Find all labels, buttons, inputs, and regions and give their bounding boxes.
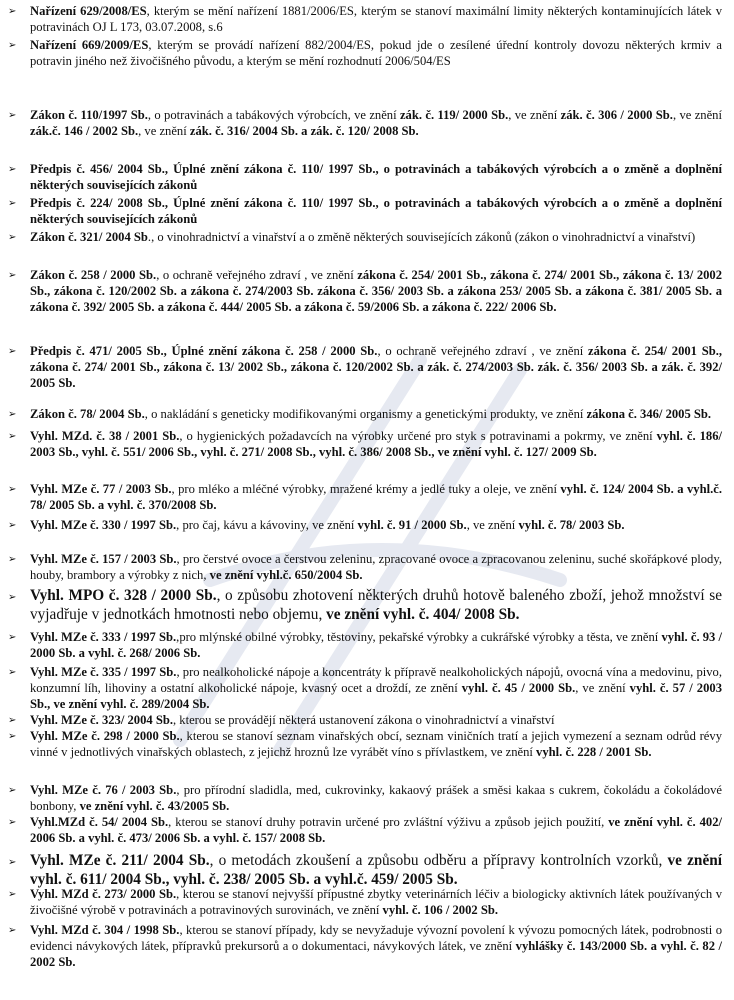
list-item xyxy=(8,196,722,228)
list-item-text xyxy=(30,630,722,662)
plain-text: , kterým se provádí nařízení 882/2004/ES, pokud jde o zesílené úřední kontroly dovozu některých krmiv a potravin jiného než živočišného původu, a kterým se mění rozhodnutí 2006/504/ES xyxy=(30,38,722,68)
list-item xyxy=(8,162,722,194)
bold-reference: Předpis č. 456/ 2004 Sb., Úplné znění zákona č. 110/ 1997 Sb., o potravinách a tabákových výrobcích a o změně a doplnění některých souvisejících zákonů xyxy=(30,162,722,192)
list-item-text xyxy=(30,429,722,461)
list-item xyxy=(8,518,722,534)
list-item-text xyxy=(30,482,722,514)
list-item xyxy=(8,923,722,970)
bold-reference: zákona č. 254/ 2001 Sb., zákona č. 274/ 2001 Sb., zákona č. 13/ 2002 Sb., zákona č. 120/2002 Sb. a zák. č. 274/2003 Sb. zák. č. 356/ 2003 Sb. a zák. č. 392/ 2005 Sb. xyxy=(30,344,722,390)
arrow-bullet-icon: ➢ xyxy=(8,592,17,603)
list-item-text xyxy=(30,815,722,847)
list-item-text xyxy=(30,586,722,624)
list-item-text xyxy=(30,4,722,36)
plain-text: , kterou se stanoví druhy potravin určené pro zvláštní výživu a způsob jejich použití, xyxy=(168,815,609,829)
list-item-text xyxy=(30,665,722,712)
arrow-bullet-icon: ➢ xyxy=(8,409,17,420)
list-item xyxy=(8,586,722,624)
plain-text: , o způsobu zhotovení některých druhů hotově baleného zboží, jehož množství se vyjadřuje v jednotkách hmotnosti nebo objemu, xyxy=(30,587,722,623)
bold-reference: ve znění vyhl. č. 402/ 2006 Sb. a vyhl. č. 473/ 2006 Sb. a vyhl. č. 157/ 2008 Sb. xyxy=(30,815,722,845)
list-item xyxy=(8,713,722,729)
plain-text: , kterou se stanoví nejvyšší přípustné zbytky veterinárních léčiv a biologicky aktivních látek používaných v živočišné výrobě v potravinách a potravinových surovinách, ve znění xyxy=(30,887,722,917)
bold-reference: Vyhl. MZe č. 77 / 2003 Sb. xyxy=(30,482,172,496)
bold-reference: zák.č. 146 / 2002 Sb. xyxy=(30,123,139,138)
plain-text: , ve znění xyxy=(575,680,630,695)
plain-text: , ve znění xyxy=(138,123,190,138)
list-item xyxy=(8,108,722,140)
bold-reference: Vyhl. MZe č. 323/ 2004 Sb. xyxy=(30,713,173,727)
arrow-bullet-icon: ➢ xyxy=(8,346,17,357)
list-item xyxy=(8,729,722,761)
list-item xyxy=(8,407,722,423)
list-item-text xyxy=(30,108,722,140)
arrow-bullet-icon: ➢ xyxy=(8,232,17,243)
bold-reference: Vyhl. MZe č. 335 / 1997 Sb. xyxy=(30,665,177,679)
arrow-bullet-icon: ➢ xyxy=(8,667,17,678)
bold-reference: Vyhl. MPO č. 328 / 2000 Sb. xyxy=(30,587,217,604)
list-item-text xyxy=(30,268,722,315)
list-item xyxy=(8,482,722,514)
list-item-text xyxy=(30,407,722,423)
plain-text: , kterým se mění nařízení 1881/2006/ES, kterým se stanoví maximální limity některých kontaminujících látek v potravinách OJ L 173, 03.07.2008, s.6 xyxy=(30,4,722,34)
bold-reference: vyhl. č. 124/ 2004 Sb. a vyhl.č. 78/ 2005 Sb. a vyhl. č. 370/2008 Sb. xyxy=(30,482,722,512)
bold-reference: vyhl. č. 45 / 2000 Sb. xyxy=(461,680,576,695)
list-item-text xyxy=(30,552,722,584)
bold-reference: vyhl. č. 186/ 2003 Sb., vyhl. č. 551/ 2006 Sb., vyhl. č. 271/ 2008 Sb., vyhl. č. 386/ 2008 Sb., ve znění vyhl. č. 127/ 2009 Sb. xyxy=(30,429,722,459)
bold-reference: ve znění vyhl. č. 611/ 2004 Sb., vyhl. č. 238/ 2005 Sb. a vyhl.č. 459/ 2005 Sb. xyxy=(30,852,722,888)
bold-reference: Nařízení 629/2008/ES xyxy=(30,4,147,18)
arrow-bullet-icon: ➢ xyxy=(8,270,17,281)
arrow-bullet-icon: ➢ xyxy=(8,198,17,209)
list-item xyxy=(8,429,722,461)
bold-reference: Vyhl. MZe č. 76 / 2003 Sb. xyxy=(30,783,177,797)
list-item-text xyxy=(30,729,722,761)
bold-reference: vyhl. č. 91 / 2000 Sb. xyxy=(357,518,467,532)
plain-text: ,pro mlýnské obilné výrobky, těstoviny, pekařské výrobky a cukrářské výrobky a těsta, ve znění xyxy=(176,630,662,644)
list-item xyxy=(8,783,722,815)
arrow-bullet-icon: ➢ xyxy=(8,785,17,796)
bold-reference: zák. č. 306 / 2000 Sb. xyxy=(560,108,673,122)
arrow-bullet-icon: ➢ xyxy=(8,164,17,175)
list-item xyxy=(8,851,722,889)
bold-reference: vyhl. č. 57 / 2003 Sb., ve znění vyhl. č. 289/2004 Sb. xyxy=(30,680,722,711)
plain-text: , kterou se stanoví případy, kdy se nevyžaduje vývozní povolení k vývozu pomocných látek, podrobnosti o evidenci návykových látek, přípravků prekursorů a o dokumentaci, návykových látek, ve znění xyxy=(30,923,722,953)
arrow-bullet-icon: ➢ xyxy=(8,889,17,900)
bold-reference: ve znění vyhl. č. 43/2005 Sb. xyxy=(79,798,230,813)
plain-text: , o hygienických požadavcích na výrobky určené pro styk s potravinami a pokrmy, ve znění xyxy=(179,429,657,443)
list-item-text xyxy=(30,887,722,919)
arrow-bullet-icon: ➢ xyxy=(8,731,17,742)
arrow-bullet-icon: ➢ xyxy=(8,484,17,495)
list-item-text xyxy=(30,162,722,194)
bold-reference: Vyhl.MZd č. 54/ 2004 Sb. xyxy=(30,815,169,829)
arrow-bullet-icon: ➢ xyxy=(8,554,17,565)
list-item-text xyxy=(30,923,722,970)
plain-text: , o nakládání s geneticky modifikovanými organismy a genetickými produkty, ve znění xyxy=(144,407,587,421)
arrow-bullet-icon: ➢ xyxy=(8,40,17,51)
plain-text: , kterou se stanoví seznam vinařských obcí, seznam viničních tratí a jejich vymezení a seznam odrůd révy vinné v jednotlivých vinařských oblastech, z jejichž hroznů lze vyrábět víno s přívlastkem, ve znění xyxy=(30,729,722,759)
bold-reference: vyhl. č. 78/ 2003 Sb. xyxy=(518,518,625,532)
list-item xyxy=(8,268,722,315)
bold-reference: zákona č. 254/ 2001 Sb., zákona č. 274/ 2001 Sb., zákona č. 13/ 2002 Sb., zákona č. 120/2002 Sb. a zákona č. 274/2003 Sb. zákona č. 356/ 2003 Sb. a zákona 253/ 2005 Sb. a zákona č. 381/ 2005 Sb. a zákona č. 392/ 2005 Sb. a zákona č. 444/ 2005 Sb. a zákona č. 59/2006 Sb. a zákona č. 222/ 2006 Sb. xyxy=(30,268,723,314)
arrow-bullet-icon: ➢ xyxy=(8,817,17,828)
bold-reference: vyhl. č. 106 / 2002 Sb. xyxy=(382,902,498,917)
bold-reference: Zákon č. 78/ 2004 Sb. xyxy=(30,407,145,421)
bold-reference: Zákon č. 321/ 2004 Sb xyxy=(30,230,148,244)
plain-text: , o metodách zkoušení a způsobu odběru a přípravy kontrolních vzorků, xyxy=(209,852,668,869)
plain-text: , kterou se provádějí některá ustanovení zákona o vinohradnictví a vinařství xyxy=(172,713,555,727)
arrow-bullet-icon: ➢ xyxy=(8,715,17,726)
arrow-bullet-icon: ➢ xyxy=(8,110,17,121)
bold-reference: ve znění vyhl.č. 650/2004 Sb. xyxy=(209,567,363,582)
plain-text: , pro mléko a mléčné výrobky, mražené krémy a jedlé tuky a oleje, ve znění xyxy=(171,482,561,496)
bold-reference: Zákon č. 110/1997 Sb. xyxy=(30,108,148,122)
bold-reference: Nařízení 669/2009/ES xyxy=(30,38,149,52)
list-item-text xyxy=(30,851,722,889)
bold-reference: Vyhl. MZd č. 273/ 2000 Sb. xyxy=(30,887,177,901)
plain-text: , pro čerstvé ovoce a čerstvou zeleninu, zpracované ovoce a zpracovanou zeleninu, suché skořápkové plody, houby, brambory a výrobky z nich, xyxy=(30,552,722,582)
list-item-text xyxy=(30,38,722,70)
bold-reference: ve znění vyhl. č. 404/ 2008 Sb. xyxy=(326,606,520,623)
bold-reference: zák. č. 119/ 2000 Sb. xyxy=(399,108,509,122)
plain-text: , ve znění xyxy=(466,518,519,532)
list-item xyxy=(8,552,722,584)
list-item-text xyxy=(30,196,722,228)
bold-reference: vyhl. č. 93 / 2000 Sb. a vyhl. č. 268/ 2006 Sb. xyxy=(30,630,722,660)
list-item xyxy=(8,344,722,391)
bold-reference: Vyhl. MZd. č. 38 / 2001 Sb. xyxy=(30,429,180,443)
list-item xyxy=(8,665,722,712)
plain-text: , pro přírodní sladidla, med, cukrovinky, kakaový prášek a směsi kakaa s cukrem, čokoládu a čokoládové bonbony, xyxy=(30,783,722,813)
plain-text: ., o vinohradnictví a vinařství a o změně některých souvisejících zákonů (zákon o vinohradnictví a vinařství) xyxy=(147,230,696,244)
list-item xyxy=(8,230,722,246)
bold-reference: Zákon č. 258 / 2000 Sb. xyxy=(30,268,157,282)
plain-text: , pro nealkoholické nápoje a koncentráty k přípravě nealkoholických nápojů, ovocná vína a medovinu, pivo, konzumní líh, lihoviny a ostatní alkoholické nápoje, kvasný ocet a droždí, ze znění xyxy=(30,665,722,695)
list-item-text xyxy=(30,713,722,729)
list-item xyxy=(8,630,722,662)
plain-text: , ve znění xyxy=(672,108,722,122)
list-item xyxy=(8,38,722,70)
plain-text: , o ochraně veřejného zdraví , ve znění xyxy=(377,344,588,358)
arrow-bullet-icon: ➢ xyxy=(8,857,17,868)
arrow-bullet-icon: ➢ xyxy=(8,632,17,643)
list-item xyxy=(8,887,722,919)
list-item-text xyxy=(30,230,722,246)
bold-reference: zák. č. 316/ 2004 Sb. a zák. č. 120/ 2008 Sb. xyxy=(189,123,419,138)
bold-reference: Vyhl. MZe č. 157 / 2003 Sb. xyxy=(30,552,177,566)
plain-text: , pro čaj, kávu a kávoviny, ve znění xyxy=(176,518,358,532)
bold-reference: Předpis č. 224/ 2008 Sb., Úplné znění zákona č. 110/ 1997 Sb., o potravinách a tabákových výrobcích a o změně a doplnění některých souvisejících zákonů xyxy=(30,196,722,226)
list-item-text xyxy=(30,344,722,391)
plain-text: , o ochraně veřejného zdraví , ve znění xyxy=(156,268,358,282)
bold-reference: vyhlášky č. 143/2000 Sb. a vyhl. č. 82 / 2002 Sb. xyxy=(30,938,722,969)
list-item xyxy=(8,4,722,36)
list-item-text xyxy=(30,518,722,534)
plain-text: , ve znění xyxy=(508,108,561,122)
bold-reference: vyhl. č. 228 / 2001 Sb. xyxy=(536,744,652,759)
bold-reference: Vyhl. MZe č. 333 / 1997 Sb. xyxy=(30,630,177,644)
bold-reference: Vyhl. MZe č. 330 / 1997 Sb. xyxy=(30,518,177,532)
arrow-bullet-icon: ➢ xyxy=(8,431,17,442)
plain-text: , o potravinách a tabákových výrobcích, ve znění xyxy=(147,108,400,122)
arrow-bullet-icon: ➢ xyxy=(8,520,17,531)
bold-reference: Předpis č. 471/ 2005 Sb., Úplné znění zákona č. 258 / 2000 Sb. xyxy=(30,344,378,358)
bold-reference: zákona č. 346/ 2005 Sb. xyxy=(586,407,712,421)
list-item-text xyxy=(30,783,722,815)
bold-reference: Vyhl. MZe č. 298 / 2000 Sb. xyxy=(30,729,180,743)
arrow-bullet-icon: ➢ xyxy=(8,6,17,17)
list-item xyxy=(8,815,722,847)
bold-reference: Vyhl. MZd č. 304 / 1998 Sb. xyxy=(30,923,180,937)
bold-reference: Vyhl. MZe č. 211/ 2004 Sb. xyxy=(30,852,210,869)
arrow-bullet-icon: ➢ xyxy=(8,925,17,936)
